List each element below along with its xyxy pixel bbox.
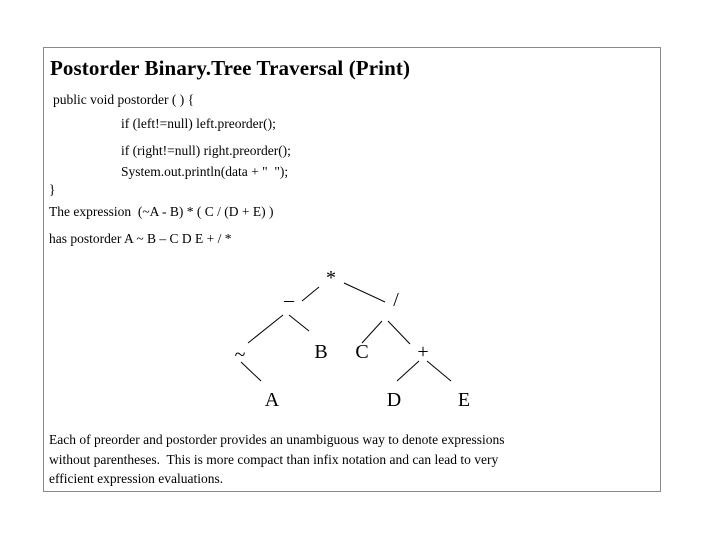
node-plus: +: [417, 341, 429, 363]
expression-line: The expression (~A - B) * ( C / (D + E) ): [49, 204, 274, 219]
edge-times-minus: [302, 287, 319, 301]
code-line-signature: public void postorder ( ) {: [53, 92, 195, 107]
paragraph-line-1: Each of preorder and postorder provides an unambiguous way to denote expressions: [49, 432, 505, 447]
edge-minus-tilde: [248, 315, 283, 343]
node-c: C: [355, 341, 369, 363]
node-d: D: [386, 389, 402, 411]
node-e: E: [457, 389, 471, 411]
node-tilde: ~: [234, 344, 246, 366]
slide-title: Postorder Binary.Tree Traversal (Print): [50, 56, 411, 80]
code-line-print: System.out.println(data + " ");: [121, 164, 289, 179]
expression-tree: [44, 48, 660, 491]
node-times: *: [326, 267, 336, 289]
paragraph-line-3: efficient expression evaluations.: [49, 471, 224, 486]
edge-divide-c: [362, 321, 382, 343]
edge-minus-b: [289, 315, 309, 331]
code-line-left-check: if (left!=null) left.preorder();: [121, 116, 276, 131]
edge-plus-e: [427, 361, 451, 381]
edge-divide-plus: [388, 321, 410, 344]
code-line-right-check: if (right!=null) right.preorder();: [121, 143, 291, 158]
node-divide: /: [393, 289, 399, 311]
code-line-close-brace: }: [49, 182, 56, 197]
paragraph-line-2: without parentheses. This is more compact than infix notation and can lead to very: [49, 452, 499, 467]
slide-frame: [43, 47, 661, 492]
postorder-line: has postorder A ~ B – C D E + / *: [49, 231, 232, 246]
node-a: A: [264, 389, 280, 411]
edge-times-divide: [344, 283, 385, 302]
node-minus: –: [284, 289, 294, 311]
node-b: B: [314, 341, 328, 363]
edge-plus-d: [397, 361, 419, 381]
